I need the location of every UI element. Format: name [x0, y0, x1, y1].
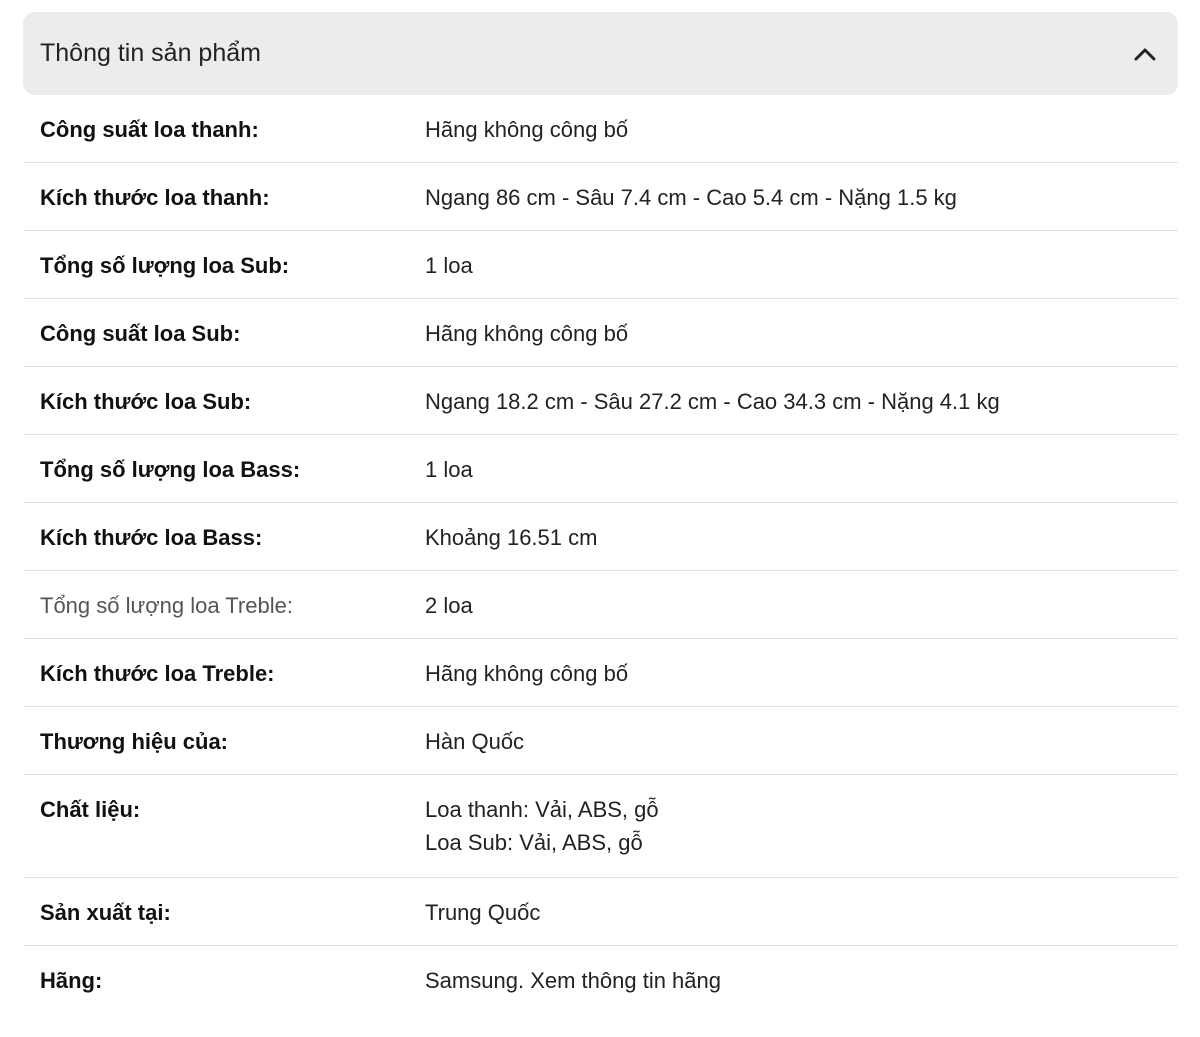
spec-row [23, 878, 1178, 946]
spec-value: 2 loa [425, 593, 473, 618]
brand-name: Samsung. [425, 968, 525, 993]
spec-value [425, 797, 659, 855]
spec-row [23, 95, 1178, 163]
spec-label: Công suất loa thanh: [40, 117, 259, 142]
panel-title: Thông tin sản phẩm [40, 39, 261, 67]
spec-value-line: Loa thanh: Vải, ABS, gỗ [425, 797, 659, 822]
spec-row [23, 639, 1178, 707]
spec-value: Trung Quốc [425, 900, 541, 925]
spec-label: Hãng: [40, 968, 103, 993]
spec-label: Kích thước loa Treble: [40, 661, 275, 686]
spec-row [23, 775, 1178, 878]
spec-value: 1 loa [425, 253, 473, 278]
product-info-header[interactable] [23, 12, 1178, 95]
spec-label: Kích thước loa thanh: [40, 185, 270, 210]
spec-value: Hãng không công bố [425, 661, 629, 686]
spec-label: Tổng số lượng loa Treble: [40, 593, 293, 618]
brand-info-link[interactable]: Xem thông tin hãng [530, 968, 721, 993]
spec-label: Kích thước loa Bass: [40, 525, 263, 550]
spec-row [23, 299, 1178, 367]
spec-row [23, 231, 1178, 299]
spec-list [23, 95, 1178, 1014]
spec-label: Tổng số lượng loa Sub: [40, 253, 290, 278]
spec-label: Tổng số lượng loa Bass: [40, 457, 301, 482]
spec-row [23, 163, 1178, 231]
spec-row [23, 571, 1178, 639]
spec-row [23, 367, 1178, 435]
spec-row [23, 503, 1178, 571]
spec-label: Công suất loa Sub: [40, 321, 241, 346]
chevron-up-icon[interactable] [1130, 39, 1160, 69]
spec-row [23, 435, 1178, 503]
spec-value: Ngang 86 cm - Sâu 7.4 cm - Cao 5.4 cm - Nặng 1.5 kg [425, 185, 957, 210]
spec-value: Ngang 18.2 cm - Sâu 27.2 cm - Cao 34.3 cm - Nặng 4.1 kg [425, 389, 1000, 414]
spec-value-line: Loa Sub: Vải, ABS, gỗ [425, 830, 643, 855]
spec-label: Kích thước loa Sub: [40, 389, 252, 414]
spec-label: Thương hiệu của: [40, 729, 229, 754]
spec-value: Hãng không công bố [425, 321, 629, 346]
spec-row [23, 946, 1178, 1014]
product-info-panel [23, 12, 1178, 1014]
spec-value [425, 968, 721, 993]
spec-row [23, 707, 1178, 775]
spec-label: Chất liệu: [40, 797, 141, 822]
spec-value: 1 loa [425, 457, 473, 482]
spec-value: Hãng không công bố [425, 117, 629, 142]
spec-value: Hàn Quốc [425, 729, 525, 754]
spec-value: Khoảng 16.51 cm [425, 525, 598, 550]
spec-label: Sản xuất tại: [40, 900, 171, 925]
